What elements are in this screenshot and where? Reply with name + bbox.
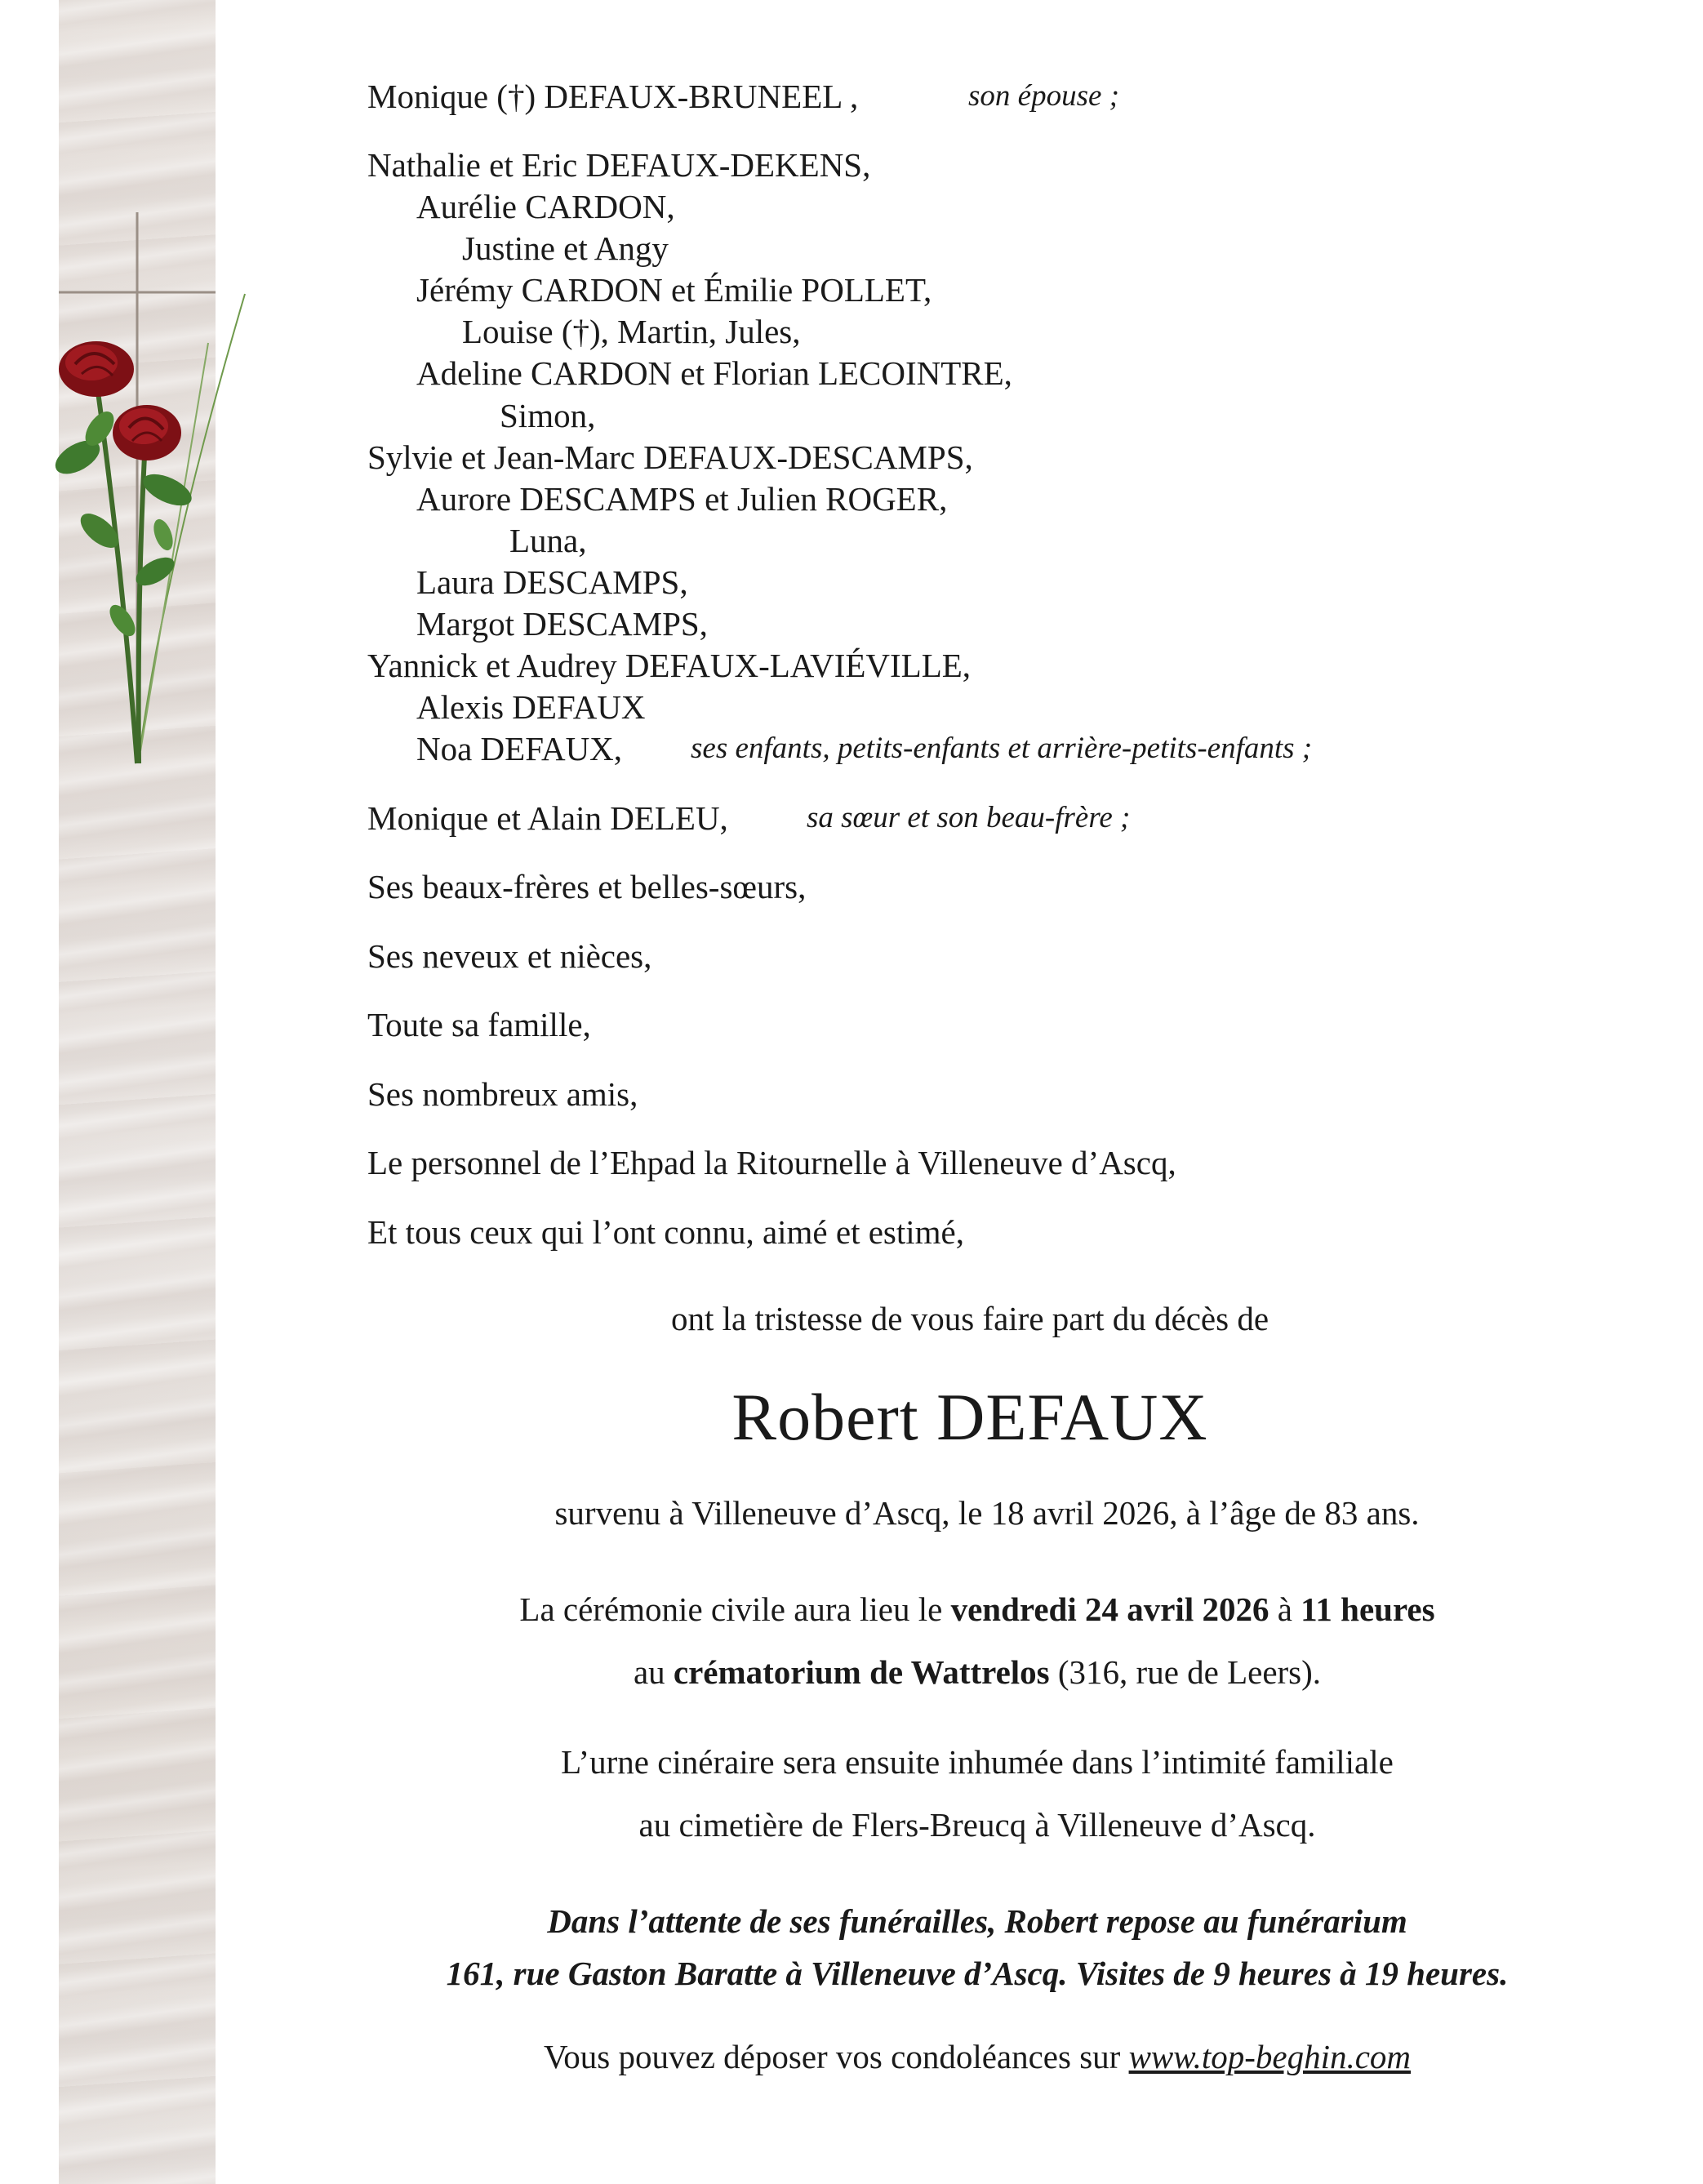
spouse-relation: son épouse ; [968,79,1119,113]
family-line: Adeline CARDON et Florian LECOINTRE, [416,354,1012,392]
burial-line-2: au cimetière de Flers-Breucq à Villeneuve d’Ascq. [638,1806,1316,1844]
announcement-intro: ont la tristesse de vous faire part du décès de [670,1300,1269,1337]
ceremony-line-2 [216,1652,1703,1692]
family-line: Simon, [500,397,596,434]
spouse-name: Monique (†) DEFAUX-BRUNEEL , [367,78,859,115]
family-line: Luna, [509,522,587,559]
family-line: Aurélie CARDON, [416,188,675,225]
family-line: Aurore DESCAMPS et Julien ROGER, [416,480,948,518]
other-family-line: Le personnel de l’Ehpad la Ritournelle à Villeneuve d’Ascq, [367,1144,1176,1181]
family-line: Alexis DEFAUX [416,688,646,726]
sibling-line [367,798,1131,838]
ceremony-time: 11 heures [1301,1590,1435,1628]
children-relation: ses enfants, petits-enfants et arrière-petits-enfants ; [691,732,1313,765]
condolences-text: Vous pouvez déposer vos condoléances sur [543,2038,1129,2075]
family-line: Margot DESCAMPS, [416,605,708,643]
ceremony-line-1 [216,1589,1703,1630]
other-family-line: Et tous ceux qui l’ont connu, aimé et estimé, [367,1213,964,1251]
ceremony-text: La cérémonie civile aura lieu le [519,1590,951,1628]
ceremony-date: vendredi 24 avril 2026 [950,1590,1269,1628]
ceremony-text: à [1269,1590,1301,1628]
other-family-line: Toute sa famille, [367,1006,591,1043]
ceremony-address: (316, rue de Leers). [1049,1653,1322,1691]
family-line: Nathalie et Eric DEFAUX-DEKENS, [367,146,871,184]
other-family-line: Ses neveux et nièces, [367,937,652,975]
spouse-line [367,76,1119,117]
ceremony-place: crématorium de Wattrelos [673,1653,1050,1691]
family-line: Justine et Angy [462,229,669,267]
condolences-line [216,2036,1703,2077]
family-line: Sylvie et Jean-Marc DEFAUX-DESCAMPS, [367,438,973,476]
ceremony-text: au [633,1653,674,1691]
sibling-name: Monique et Alain DELEU, [367,799,728,837]
other-family-line: Ses nombreux amis, [367,1075,638,1113]
family-line: Jérémy CARDON et Émilie POLLET, [416,271,932,309]
family-line: Louise (†), Martin, Jules, [462,313,801,350]
rose-illustration [0,0,269,784]
deceased-name: Robert DEFAUX [731,1380,1208,1454]
family-line [416,728,1313,769]
family-line: Laura DESCAMPS, [416,563,688,601]
visitation-line-1: Dans l’attente de ses funérailles, Robert repose au funérarium [547,1902,1407,1940]
family-line-name: Noa DEFAUX, [416,730,623,767]
family-line: Yannick et Audrey DEFAUX-LAVIÉVILLE, [367,647,972,684]
condolences-link[interactable]: www.top-beghin.com [1128,2038,1412,2075]
visitation-line-2: 161, rue Gaston Baratte à Villeneuve d’Ascq. Visites de 9 heures à 19 heures. [446,1955,1509,1992]
sibling-relation: sa sœur et son beau-frère ; [807,801,1131,834]
burial-line-1: L’urne cinéraire sera ensuite inhumée dans l’intimité familiale [561,1743,1394,1781]
death-details: survenu à Villeneuve d’Ascq, le 18 avril 2026, à l’âge de 83 ans. [554,1494,1420,1532]
other-family-line: Ses beaux-frères et belles-sœurs, [367,868,807,905]
